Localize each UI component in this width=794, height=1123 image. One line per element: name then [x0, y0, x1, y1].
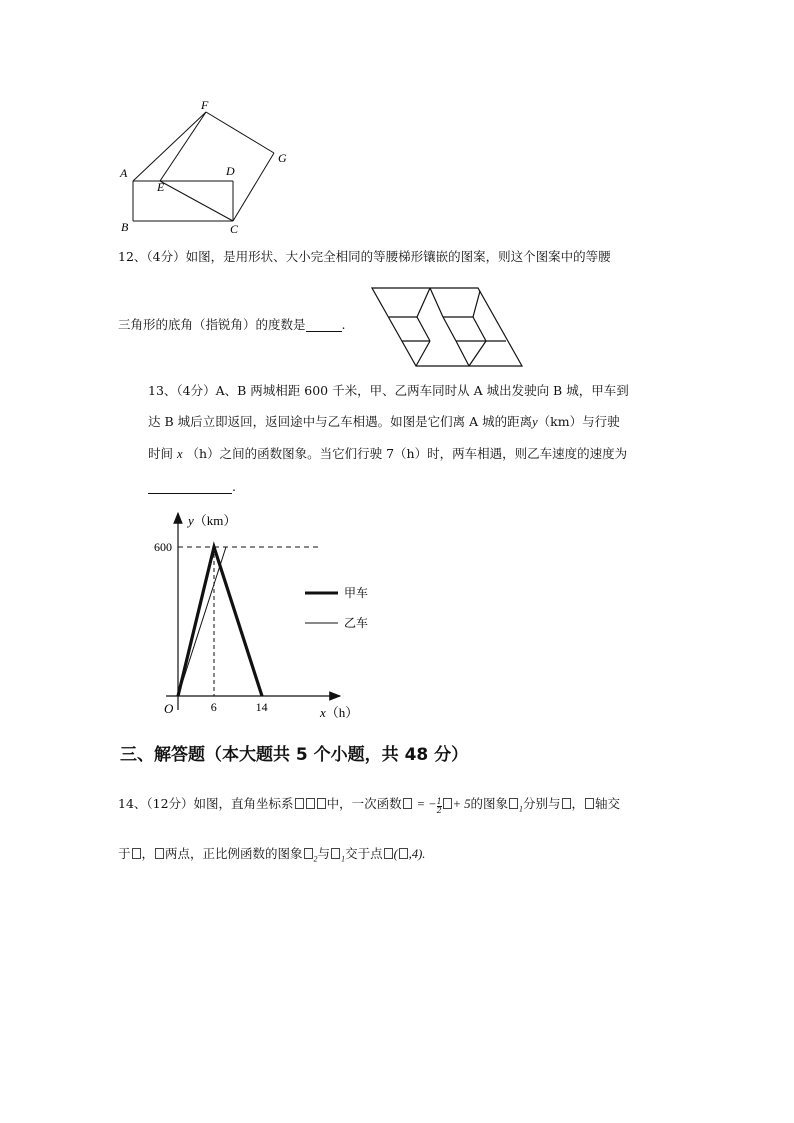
y-tick-label-600: 600 [154, 540, 172, 554]
parallelogram-outline [372, 288, 522, 366]
q14-l2-b: ， [141, 846, 155, 861]
missing-glyph-icon [295, 798, 304, 809]
q13-line2-end: （km）与行驶 [537, 414, 620, 429]
q14-l1-a: 14、（12分）如图，直角坐标系 [118, 796, 294, 811]
q12-line2-period: . [341, 317, 346, 332]
q14-sub2: 2 [313, 854, 318, 864]
q14-eq-part2: + 5 [452, 797, 471, 811]
q14-frac-den: 2 [436, 806, 442, 815]
q14-sub1: 1 [518, 804, 523, 814]
q14-coord-open: ( [393, 847, 398, 861]
missing-glyph-icon [155, 848, 164, 859]
q13-line3-pre: 时间 [148, 446, 174, 461]
q13-var-x: x [177, 447, 183, 461]
tile-line [417, 317, 430, 341]
q12-answer-blank[interactable] [306, 317, 342, 332]
q14-l2-a: 于 [118, 846, 131, 861]
segment-AF [133, 112, 206, 181]
distance-time-chart [140, 505, 380, 727]
missing-glyph-icon [306, 798, 315, 809]
q14-frac-num: 1 [436, 797, 442, 806]
q13-answer-blank[interactable] [148, 479, 232, 494]
q14-l2-c: 两点，正比例函数的图象 [165, 846, 303, 861]
q12-line2 [118, 316, 346, 334]
missing-glyph-icon [384, 848, 393, 859]
label-A: A [120, 166, 128, 180]
q13-line3 [148, 445, 627, 463]
q14-eq-part1: = − [416, 797, 437, 811]
tile-line [443, 317, 456, 341]
tile-line [416, 341, 430, 366]
q12-line2-text: 三角形的底角（指锐角）的度数是 [118, 317, 306, 332]
missing-glyph-icon [562, 798, 571, 809]
q14-l1-e: ， [571, 796, 585, 811]
q13-line4 [148, 478, 236, 496]
x-tick-label-14: 14 [255, 700, 268, 714]
label-B: B [121, 220, 129, 234]
missing-glyph-icon [403, 798, 412, 809]
missing-glyph-icon [585, 798, 594, 809]
tile-line [456, 341, 469, 366]
q13-line2 [148, 413, 620, 431]
legend-label-yiche: 乙车 [344, 616, 369, 630]
legend-label-jiache: 甲车 [344, 586, 369, 600]
y-axis-label [186, 513, 236, 528]
label-C: C [230, 222, 239, 236]
tile-line [469, 341, 486, 366]
q14-l1-b: 中，一次函数 [326, 796, 402, 811]
missing-glyph-icon [443, 798, 452, 809]
label-G: G [278, 151, 287, 165]
tile-line [473, 317, 486, 341]
q12-line1: 12、（4分）如图，是用形状、大小完全相同的等腰梯形镶嵌的图案，则这个图案中的等腰 [118, 249, 611, 264]
q14-fraction [437, 798, 442, 815]
missing-glyph-icon [304, 848, 313, 859]
segment-EF [160, 112, 206, 181]
y-axis-var: y [188, 513, 194, 528]
q14-line2 [118, 845, 425, 869]
missing-glyph-icon [317, 798, 326, 809]
label-E: E [157, 180, 165, 194]
missing-glyph-icon [132, 848, 141, 859]
segment-FG [206, 112, 274, 153]
tile-line [430, 288, 443, 317]
series-line-yiche [178, 547, 226, 696]
origin-label: O [164, 701, 174, 716]
x-axis-unit: （h） [325, 705, 359, 720]
x-axis-var: x [320, 705, 326, 720]
q13-var-y: y [532, 415, 538, 429]
section-3-title: 三、解答题（本大题共 5 个小题，共 48 分） [120, 745, 469, 765]
geometry-figure [110, 95, 310, 240]
q14-l1-d: 分别与 [522, 796, 561, 811]
y-axis-unit: （km） [193, 513, 237, 528]
q14-l2-e: 交于点 [345, 846, 383, 861]
segment-GC [233, 153, 274, 221]
q14-l1-c: 的图象 [470, 796, 508, 811]
q14-line1 [118, 795, 620, 819]
q14-l2-d: 与 [317, 846, 331, 861]
q13-line4-period: . [232, 479, 236, 494]
x-axis-label [319, 705, 358, 720]
tile-line [473, 291, 480, 317]
segment-EC [160, 181, 233, 221]
series-line-jiache [178, 547, 262, 696]
q14-l1-f: 轴交 [595, 796, 621, 811]
tile-line [417, 288, 430, 317]
q13-line1: 13、（4分）A、B 两城相距 600 千米，甲、乙两车同时从 A 城出发驶向 B 城，甲车到 [148, 383, 629, 398]
missing-glyph-icon [399, 848, 408, 859]
q13-line2-text: 达 B 城后立即返回，返回途中与乙车相遇。如图是它们离 A 城的距离 [148, 414, 533, 429]
q13-line3-post: （h）之间的函数图象。当它们行驶 7（h）时，两车相遇，则乙车速度的速度为 [186, 446, 628, 461]
trapezoid-tessellation-figure [370, 286, 524, 368]
label-F: F [201, 98, 209, 112]
q14-sub1b: 1 [341, 854, 346, 864]
label-D: D [226, 164, 235, 178]
missing-glyph-icon [509, 798, 518, 809]
missing-glyph-icon [331, 848, 340, 859]
q14-coord-close: ,4). [408, 847, 426, 861]
x-tick-label-6: 6 [210, 700, 217, 714]
